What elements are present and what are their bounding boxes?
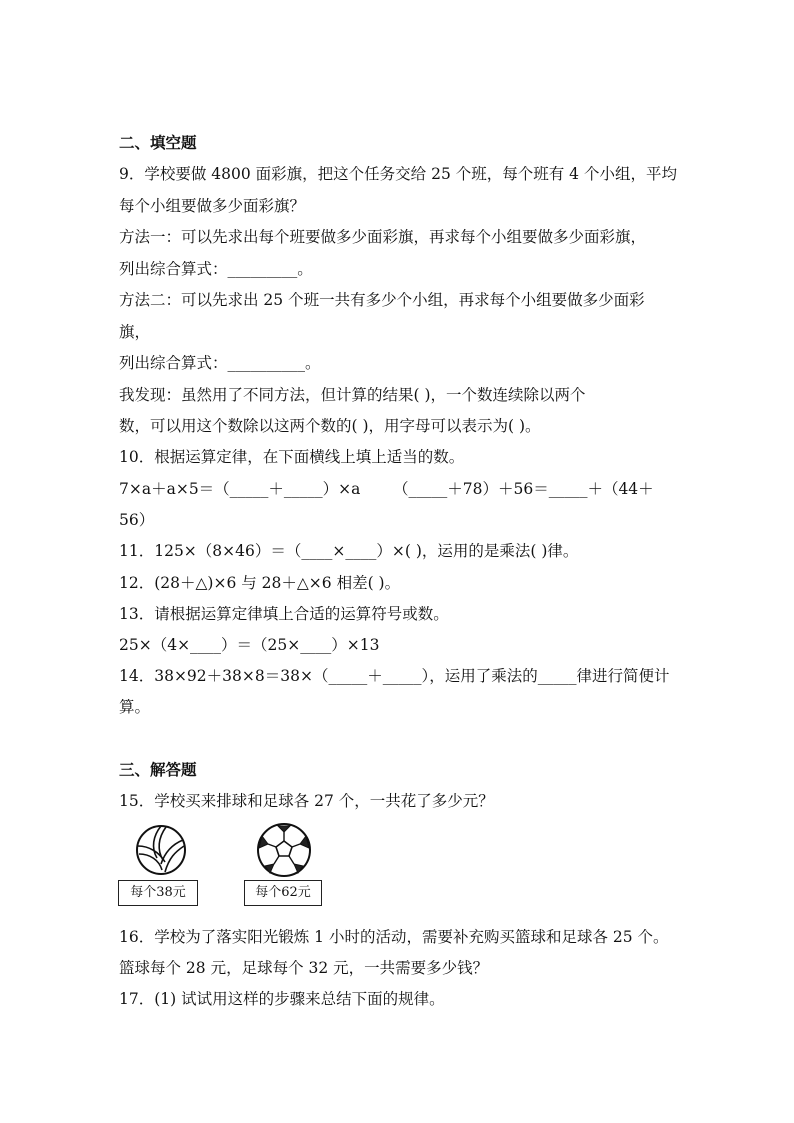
- q9-line2: 每个小组要做多少面彩旗？: [119, 197, 306, 215]
- q12: 12．(28＋△)×6 与 28＋△×6 相差( )。: [119, 574, 401, 592]
- q14-line2: 算。: [119, 698, 151, 716]
- q9-line5: 方法二：可以先求出 25 个班一共有多少个小组，再求每个小组要做多少面彩: [119, 291, 645, 309]
- volleyball-price-label: 每个38元: [118, 880, 198, 906]
- q14-line1: 14．38×92＋38×8＝38×（_____＋_____），运用了乘法的_____律进行简便计: [119, 667, 670, 685]
- q17-line1: 17．(1) 试试用这样的步骤来总结下面的规律。: [119, 990, 445, 1008]
- q11: 11．125×（8×46）＝（____×____）×( )，运用的是乘法( )律。: [119, 542, 579, 560]
- q16-line1: 16．学校为了落实阳光锻炼 1 小时的活动，需要补充购买篮球和足球各 25 个。: [119, 928, 669, 946]
- q13-line1: 13．请根据运算定律填上合适的运算符号或数。: [119, 605, 449, 623]
- q9-line7: 列出综合算式：__________。: [119, 354, 321, 372]
- q16-line2: 篮球每个 28 元，足球每个 32 元，一共需要多少钱？: [119, 959, 489, 977]
- q9-line8: 我发现：虽然用了不同方法，但计算的结果( )，一个数连续除以两个: [119, 386, 586, 404]
- q9-line4: 列出综合算式：_________。: [119, 260, 313, 278]
- q10-line3: 56）: [119, 511, 155, 529]
- q9-line6: 旗，: [119, 323, 151, 341]
- q15: 15．学校买来排球和足球各 27 个，一共花了多少元？: [119, 792, 494, 810]
- volleyball-icon: [135, 824, 187, 876]
- q10-line1: 10．根据运算定律，在下面横线上填上适当的数。: [119, 448, 465, 466]
- section2-heading: 二、填空题: [119, 133, 197, 152]
- q13-line2: 25×（4×____）＝（25×____）×13: [119, 636, 380, 654]
- q9-line3: 方法一：可以先求出每个班要做多少面彩旗，再求每个小组要做多少面彩旗，: [119, 228, 647, 246]
- football-price-label: 每个62元: [244, 880, 322, 906]
- football-icon: [256, 822, 312, 878]
- q10-line2b: （_____＋78）＋56＝_____＋（44＋: [393, 480, 654, 498]
- q9-line1: 9．学校要做 4800 面彩旗，把这个任务交给 25 个班，每个班有 4 个小组，平均: [119, 165, 677, 183]
- q9-line9: 数，可以用这个数除以这两个数的( )，用字母可以表示为( )。: [119, 417, 541, 435]
- q10-line2a: 7×a＋a×5＝（_____＋_____）×a: [119, 480, 361, 498]
- section3-heading: 三、解答题: [119, 760, 197, 779]
